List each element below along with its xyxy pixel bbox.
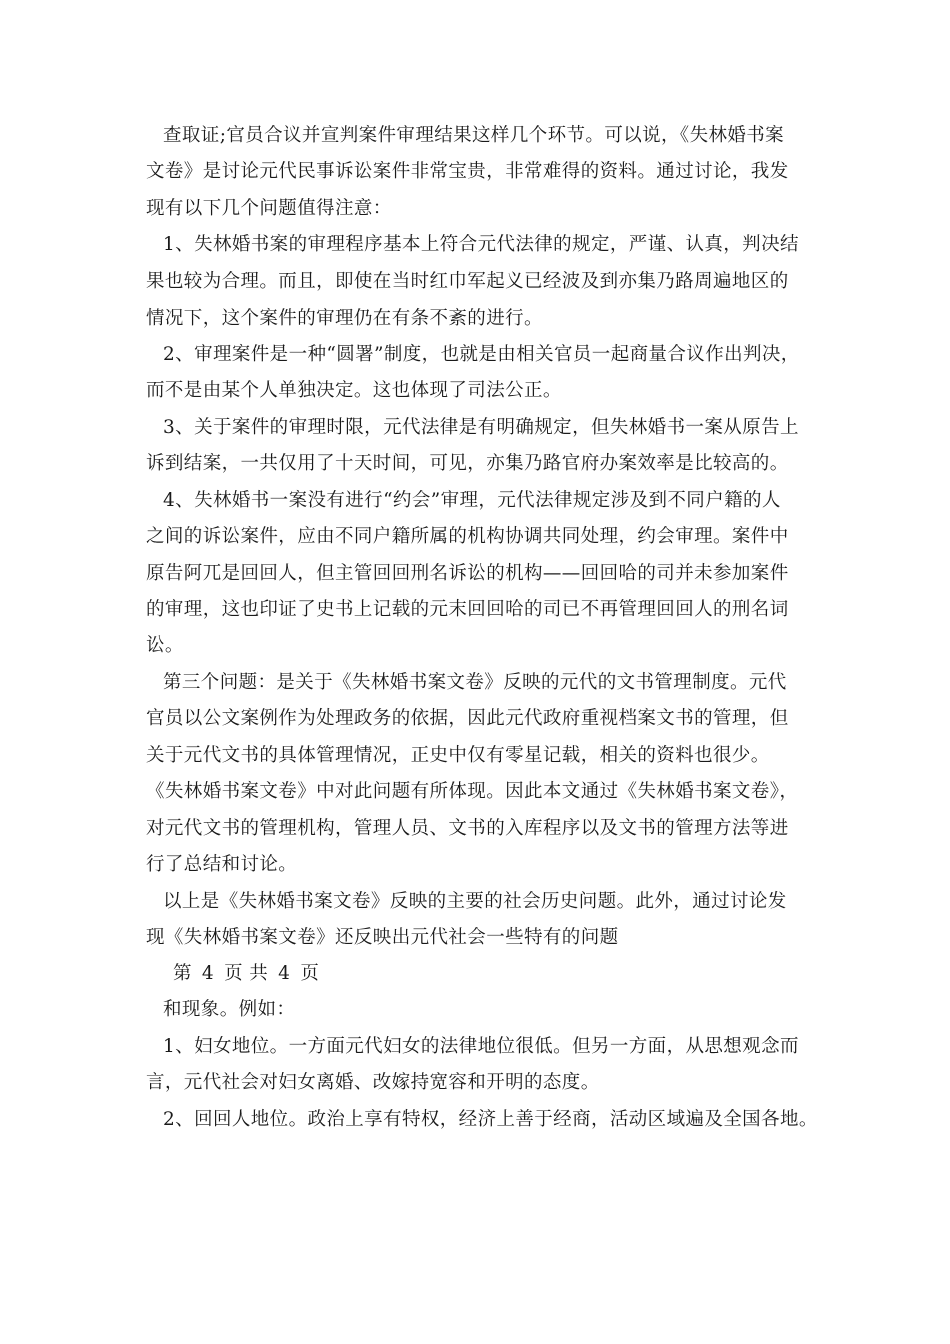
text-line: 关于元代文书的具体管理情况，正史中仅有零星记载，相关的资料也很少。 <box>146 745 770 766</box>
text-line: 1、失林婚书案的审理程序基本上符合元代法律的规定，严谨、认真，判决结 <box>163 234 799 255</box>
page-label-prefix: 第 <box>173 963 192 984</box>
text-line: 原告阿兀是回回人，但主管回回刑名诉讼的机构——回回哈的司并未参加案件 <box>146 563 789 584</box>
text-line: 官员以公文案例作为处理政务的依据，因此元代政府重视档案文书的管理，但 <box>146 708 789 729</box>
text-line: 现《失林婚书案文卷》还反映出元代社会一些特有的问题 <box>146 927 619 948</box>
text-line: 《失林婚书案文卷》中对此问题有所体现。因此本文通过《失林婚书案文卷》， <box>146 781 799 802</box>
text-line: 情况下，这个案件的审理仍在有条不紊的进行。 <box>146 308 543 329</box>
text-line: 诉到结案，一共仅用了十天时间，可见，亦集乃路官府办案效率是比较高的。 <box>146 453 789 474</box>
text-line: 文卷》是讨论元代民事诉讼案件非常宝贵，非常难得的资料。通过讨论，我发 <box>146 161 789 182</box>
text-line: 以上是《失林婚书案文卷》反映的主要的社会历史问题。此外，通过讨论发 <box>163 891 787 912</box>
page-label-mid: 页 共 <box>224 963 269 984</box>
text-line: 果也较为合理。而且，即使在当时红巾军起义已经波及到亦集乃路周遍地区的 <box>146 271 789 292</box>
text-line: 查取证;官员合议并宣判案件审理结果这样几个环节。可以说，《失林婚书案 <box>163 125 785 146</box>
text-line: 讼。 <box>146 635 184 656</box>
page-total: 4 <box>278 963 291 984</box>
text-line: 1、妇女地位。一方面元代妇女的法律地位很低。但另一方面，从思想观念而 <box>163 1036 799 1057</box>
text-line: 2、回回人地位。政治上享有特权，经济上善于经商，活动区域遍及全国各地。 <box>163 1109 818 1130</box>
text-line: 现有以下几个问题值得注意： <box>146 198 392 219</box>
text-line: 行了总结和讨论。 <box>146 854 298 875</box>
text-line: 的审理，这也印证了史书上记载的元末回回哈的司已不再管理回回人的刑名词 <box>146 599 789 620</box>
text-line: 之间的诉讼案件，应由不同户籍所属的机构协调共同处理，约会审理。案件中 <box>146 526 789 547</box>
text-line: 2、审理案件是一种“圆署”制度，也就是由相关官员一起商量合议作出判决， <box>163 344 800 365</box>
text-line: 言，元代社会对妇女离婚、改嫁持宽容和开明的态度。 <box>146 1072 600 1093</box>
page-number: 4 <box>201 963 215 984</box>
page-footer <box>173 961 319 987</box>
text-line: 对元代文书的管理机构，管理人员、文书的入库程序以及文书的管理方法等进 <box>146 818 789 839</box>
text-line: 和现象。例如： <box>163 999 296 1020</box>
text-line: 4、失林婚书一案没有进行“约会”审理，元代法律规定涉及到不同户籍的人 <box>163 490 781 511</box>
page-label-suffix: 页 <box>300 963 320 984</box>
text-line: 第三个问题：是关于《失林婚书案文卷》反映的元代的文书管理制度。元代 <box>163 672 787 693</box>
text-line: 3、关于案件的审理时限，元代法律是有明确规定，但失林婚书一案从原告上 <box>163 417 799 438</box>
text-line: 而不是由某个人单独决定。这也体现了司法公正。 <box>146 380 562 401</box>
